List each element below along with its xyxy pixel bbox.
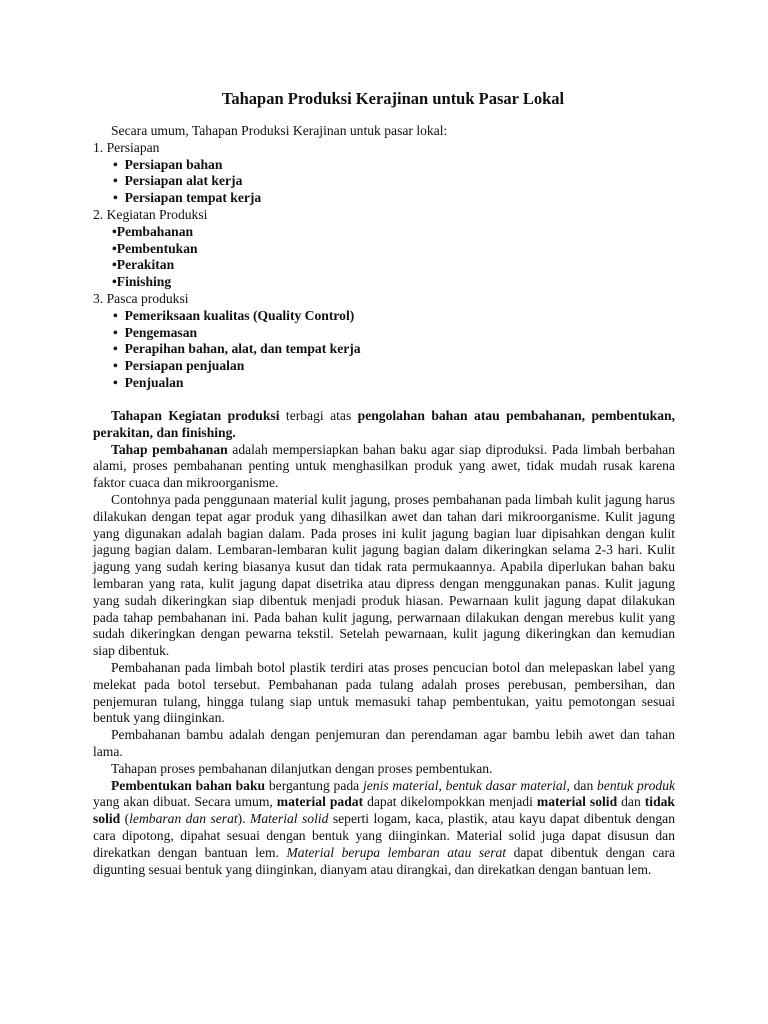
list-item: • Persiapan penjualan	[113, 358, 245, 374]
paragraph-pembentukan: Pembentukan bahan baku bergantung pada jenis material, bentuk dasar material, dan bentuk produk yang akan dibuat. Secara umum, material padat dapat dikelompokkan menjadi material solid dan tidak solid (lembaran dan serat). Material solid seperti logam, kaca, plastik, atau kayu dapat dibentuk dengan cara dipotong, dipahat sesuai dengan bentuk yang diinginkan. Material solid juga dapat disusun dan direkatkan dengan bantuan lem. Material berupa lembaran atau serat dapat dibentuk dengan cara digunting sesuai bentuk yang diinginkan, dianyam atau dirangkai, dan direkatkan dengan bantuan lem.	[93, 777, 676, 877]
bullet-icon: •	[112, 274, 117, 290]
list-item: • Persiapan bahan	[113, 156, 223, 172]
paragraph-kulit-jagung: Contohnya pada penggunaan material kulit jagung, proses pembahanan pada limbah kulit jagung harus dilakukan dengan tepat agar produk yang dihasilkan awet dan tahan dari mikroorganisme. Kulit jagung yang digunakan adalah bagian dalam. Pada proses ini kulit jagung bagian luar dipisahkan dengan kulit jagung bagian dalam. Lembaran-lembaran kulit jagung bagian dalam dikeringkan selama 2-3 hari. Kulit jagung yang sudah kering biasanya kusut dan tidak rata permukaannya. Apabila diperlukan bahan baku lembaran yang rata, kulit jagung dapat disetrika atau dipress dengan menggunakan panas. Kulit jagung yang sudah dikeringkan siap dibentuk menjadi produk hiasan. Pewarnaan kulit jagung dapat dilakukan pada tahap pembahanan ini. Pada bahan kulit jagung, perwarnaan dilakukan dengan merebus kulit yang sudah dikeringkan dengan pewarna tekstil. Setelah pewarnaan, kulit jagung dikeringkan dan kemudian siap dibentuk.	[93, 491, 675, 659]
list-item: • Pemeriksaan kualitas (Quality Control)	[113, 307, 355, 323]
paragraph-bambu: Pembahanan bambu adalah dengan penjemuran dan perendaman agar bambu lebih awet dan tahan lama.	[93, 727, 675, 759]
list-item: • Persiapan alat kerja	[113, 173, 243, 189]
bullet-icon: •	[113, 374, 118, 390]
production-outline	[93, 123, 683, 392]
list-item: •Pembahanan	[112, 223, 194, 239]
bullet-icon: •	[113, 358, 118, 374]
paragraph-lanjutan: Tahapan proses pembahanan dilanjutkan dengan proses pembentukan.	[111, 760, 493, 776]
list-item: •Finishing	[112, 274, 172, 290]
bullet-icon: •	[113, 341, 118, 357]
section-heading: 1. Persiapan	[93, 139, 160, 155]
list-item: •Perakitan	[112, 257, 175, 273]
bullet-icon: •	[112, 257, 117, 273]
list-item: • Persiapan tempat kerja	[113, 190, 262, 206]
list-item: • Pengemasan	[113, 324, 198, 340]
list-item: • Penjualan	[113, 374, 184, 390]
list-item: •Pembentukan	[112, 240, 198, 256]
paragraph-botol-plastik: Pembahanan pada limbah botol plastik terdiri atas proses pencucian botol dan melepaskan label yang melekat pada botol tersebut. Pembahanan pada tulang adalah proses perebusan, pembersihan, dan penjemuran tulang, hingga tulang siap untuk memasuki tahap pembentukan, yaitu pemotongan sesuai bentuk yang diinginkan.	[93, 659, 675, 726]
bullet-icon: •	[113, 190, 118, 206]
list-item: • Perapihan bahan, alat, dan tempat kerja	[113, 341, 361, 357]
body-text	[93, 408, 675, 878]
bullet-icon: •	[112, 240, 117, 256]
bullet-icon: •	[113, 324, 118, 340]
bullet-icon: •	[112, 223, 117, 239]
section-heading: 3. Pasca produksi	[93, 290, 189, 306]
bullet-icon: •	[113, 307, 118, 323]
paragraph-kegiatan-produksi: Tahapan Kegiatan produksi terbagi atas pengolahan bahan atau pembahanan, pembentukan, perakitan, dan finishing.	[93, 408, 675, 440]
section-heading: 2. Kegiatan Produksi	[93, 206, 208, 222]
paragraph-tahap-pembahanan: Tahap pembahanan adalah mempersiapkan bahan baku agar siap diproduksi. Pada limbah berbahan alami, proses pembahanan penting untuk menghasilkan produk yang awet, tidak mudah rusak karena faktor cuaca dan mikroorganisme.	[93, 441, 675, 491]
document-title: Tahapan Produksi Kerajinan untuk Pasar Lokal	[221, 89, 565, 108]
outline-intro: Secara umum, Tahapan Produksi Kerajinan untuk pasar lokal:	[111, 123, 448, 138]
bullet-icon: •	[113, 156, 118, 172]
bullet-icon: •	[113, 173, 118, 189]
